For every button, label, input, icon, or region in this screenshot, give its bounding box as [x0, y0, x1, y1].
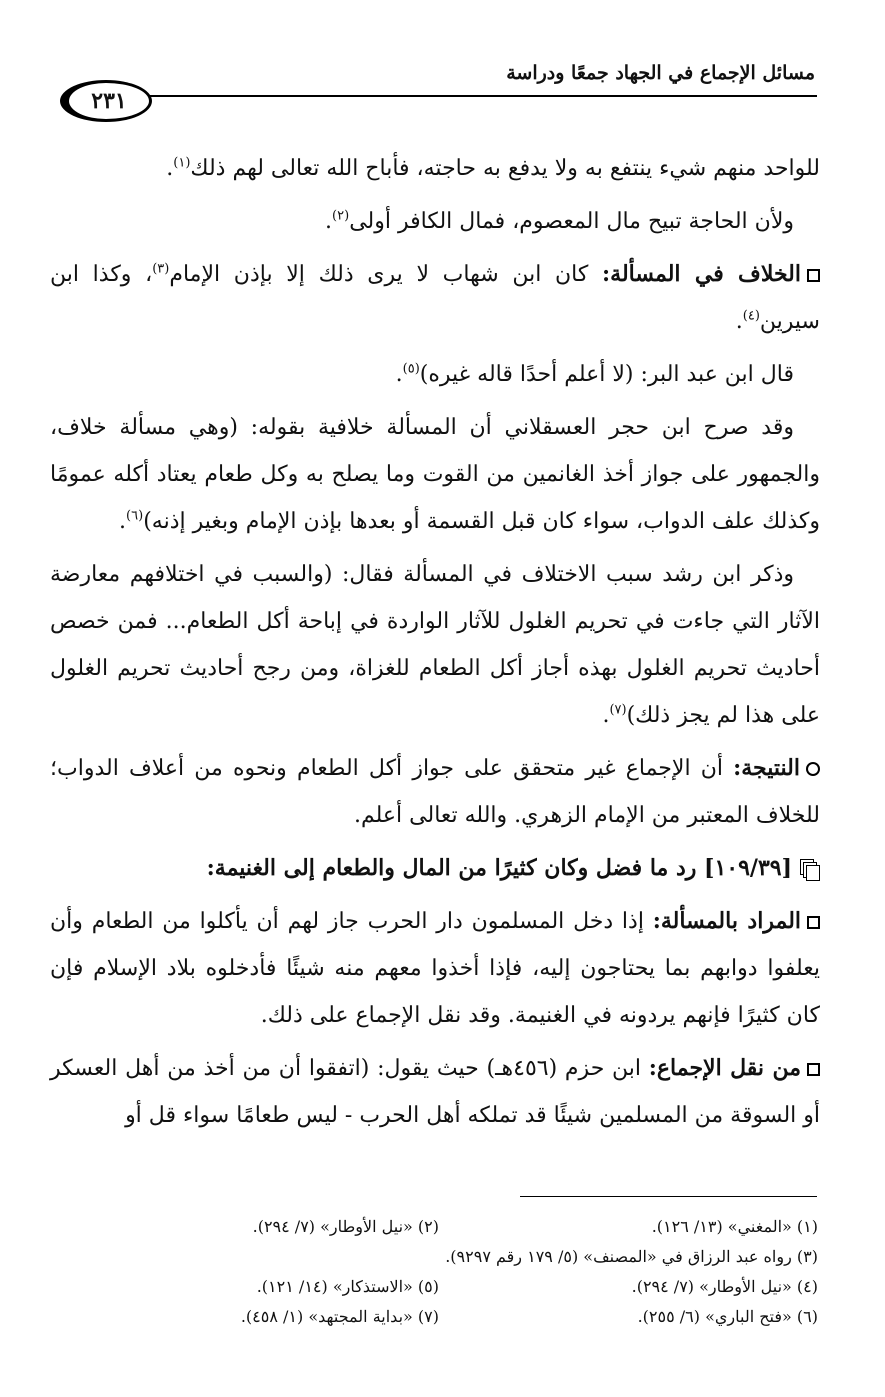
footnote-ref: (٧)	[609, 702, 627, 718]
paragraph-text: ، وكذا ابن سيرين	[50, 262, 820, 334]
footnote: (٦) «فتح الباري» (٦/ ٢٥٥).	[637, 1307, 818, 1326]
paragraph-text: ابن حزم (٤٥٦هـ) حيث يقول: (اتفقوا أن من أخذ من أهل العسكر أو السوقة من المسلمين شيئًا قد تملكه أهل الحرب - ليس طعامًا سواء قل أو	[50, 1056, 820, 1128]
heading-text: [١٠٩/٣٩] رد ما فضل وكان كثيرًا من المال والطعام إلى الغنيمة:	[206, 855, 792, 881]
footnote-row	[60, 1272, 818, 1302]
section-heading	[50, 845, 820, 892]
footnote: (٢) «نيل الأوطار» (٧/ ٢٩٤).	[252, 1217, 439, 1236]
paragraph	[50, 1045, 820, 1139]
footnote-row	[60, 1242, 818, 1272]
punctuation: .	[119, 509, 127, 534]
paragraph-text: أن الإجماع غير متحقق على جواز أكل الطعام ونحوه من أعلاف الدواب؛ للخلاف المعتبر من الإمام الزهري. والله تعالى أعلم.	[50, 756, 820, 828]
footnote-ref: (٣)	[152, 261, 170, 277]
section-label: الخلاف في المسألة:	[602, 261, 802, 287]
paragraph	[50, 898, 820, 1039]
footnote: (٥) «الاستذكار» (١٤/ ١٢١).	[256, 1277, 439, 1296]
documents-icon	[800, 859, 820, 879]
paragraph	[50, 251, 820, 345]
paragraph-text: كان ابن شهاب لا يرى ذلك إلا بإذن الإمام	[169, 262, 603, 287]
paragraph	[50, 145, 820, 192]
square-bullet-icon	[807, 269, 820, 282]
footnote-rule	[520, 1196, 817, 1197]
footnote-ref: (٤)	[742, 308, 760, 324]
section-label: من نقل الإجماع:	[648, 1055, 801, 1081]
paragraph-text: ولأن الحاجة تبيح مال المعصوم، فمال الكافر أولى	[349, 209, 794, 234]
punctuation: .	[166, 156, 174, 181]
paragraph	[50, 745, 820, 839]
footnote-ref: (١)	[173, 155, 191, 171]
footnote: (١) «المغني» (١٣/ ١٢٦).	[651, 1217, 818, 1236]
footnote: (٤) «نيل الأوطار» (٧/ ٢٩٤).	[631, 1277, 818, 1296]
paragraph-text: وقد صرح ابن حجر العسقلاني أن المسألة خلافية بقوله: (وهي مسألة خلاف، والجمهور على جواز أخذ الغانمين من القوت وما يصلح به وكل طعام يعتاد أكله عمومًا وكذلك علف الدواب، سواء كان قبل القسمة أو بعدها بإذن الإمام وبغير إذنه)	[50, 415, 820, 534]
footnote: (٣) رواه عبد الرزاق في «المصنف» (٥/ ١٧٩ رقم ٩٢٩٧).	[445, 1247, 818, 1266]
square-bullet-icon	[807, 1063, 820, 1076]
footnote-ref: (٦)	[126, 508, 144, 524]
punctuation: .	[395, 362, 403, 387]
paragraph	[50, 404, 820, 545]
section-label: النتيجة:	[733, 755, 800, 781]
footnotes	[60, 1212, 818, 1332]
footnote-row	[60, 1302, 818, 1332]
running-title: مسائل الإجماع في الجهاد جمعًا ودراسة	[506, 62, 815, 84]
header-rule	[140, 95, 817, 97]
footnote-row	[60, 1212, 818, 1242]
footnote-ref: (٥)	[402, 361, 420, 377]
circle-bullet-icon	[806, 762, 820, 776]
paragraph-text: للواحد منهم شيء ينتفع به ولا يدفع به حاجته، فأباح الله تعالى لهم ذلك	[190, 156, 820, 181]
section-label: المراد بالمسألة:	[652, 908, 802, 934]
page-number: ٢٣١	[60, 80, 152, 122]
punctuation: .	[735, 309, 743, 334]
paragraph	[50, 198, 820, 245]
paragraph	[50, 351, 820, 398]
footnote: (٧) «بداية المجتهد» (١/ ٤٥٨).	[240, 1307, 439, 1326]
paragraph-text: وذكر ابن رشد سبب الاختلاف في المسألة فقال: (والسبب في اختلافهم معارضة الآثار التي جاءت في تحريم الغلول للآثار الواردة في إباحة أكل الطعام... فمن خصص أحاديث تحريم الغلول بهذه أجاز أكل الطعام للغزاة، ومن رجح أحاديث تحريم الغلول على هذا لم يجز ذلك)	[50, 562, 820, 728]
punctuation: .	[602, 703, 610, 728]
paragraph	[50, 551, 820, 739]
paragraph-text: قال ابن عبد البر: (لا أعلم أحدًا قاله غيره)	[419, 362, 794, 387]
main-text	[50, 145, 820, 1145]
footnote-ref: (٢)	[332, 208, 350, 224]
square-bullet-icon	[807, 916, 820, 929]
paragraph-text: إذا دخل المسلمون دار الحرب جاز لهم أن يأكلوا من الطعام وأن يعلفوا دوابهم بما يحتاجون إليه، فإذا أخذوا معهم منه شيئًا فأدخلوه بلاد الإسلام فإن كان كثيرًا فإنهم يردونه في الغنيمة. وقد نقل الإجماع على ذلك.	[50, 909, 820, 1028]
punctuation: .	[325, 209, 333, 234]
